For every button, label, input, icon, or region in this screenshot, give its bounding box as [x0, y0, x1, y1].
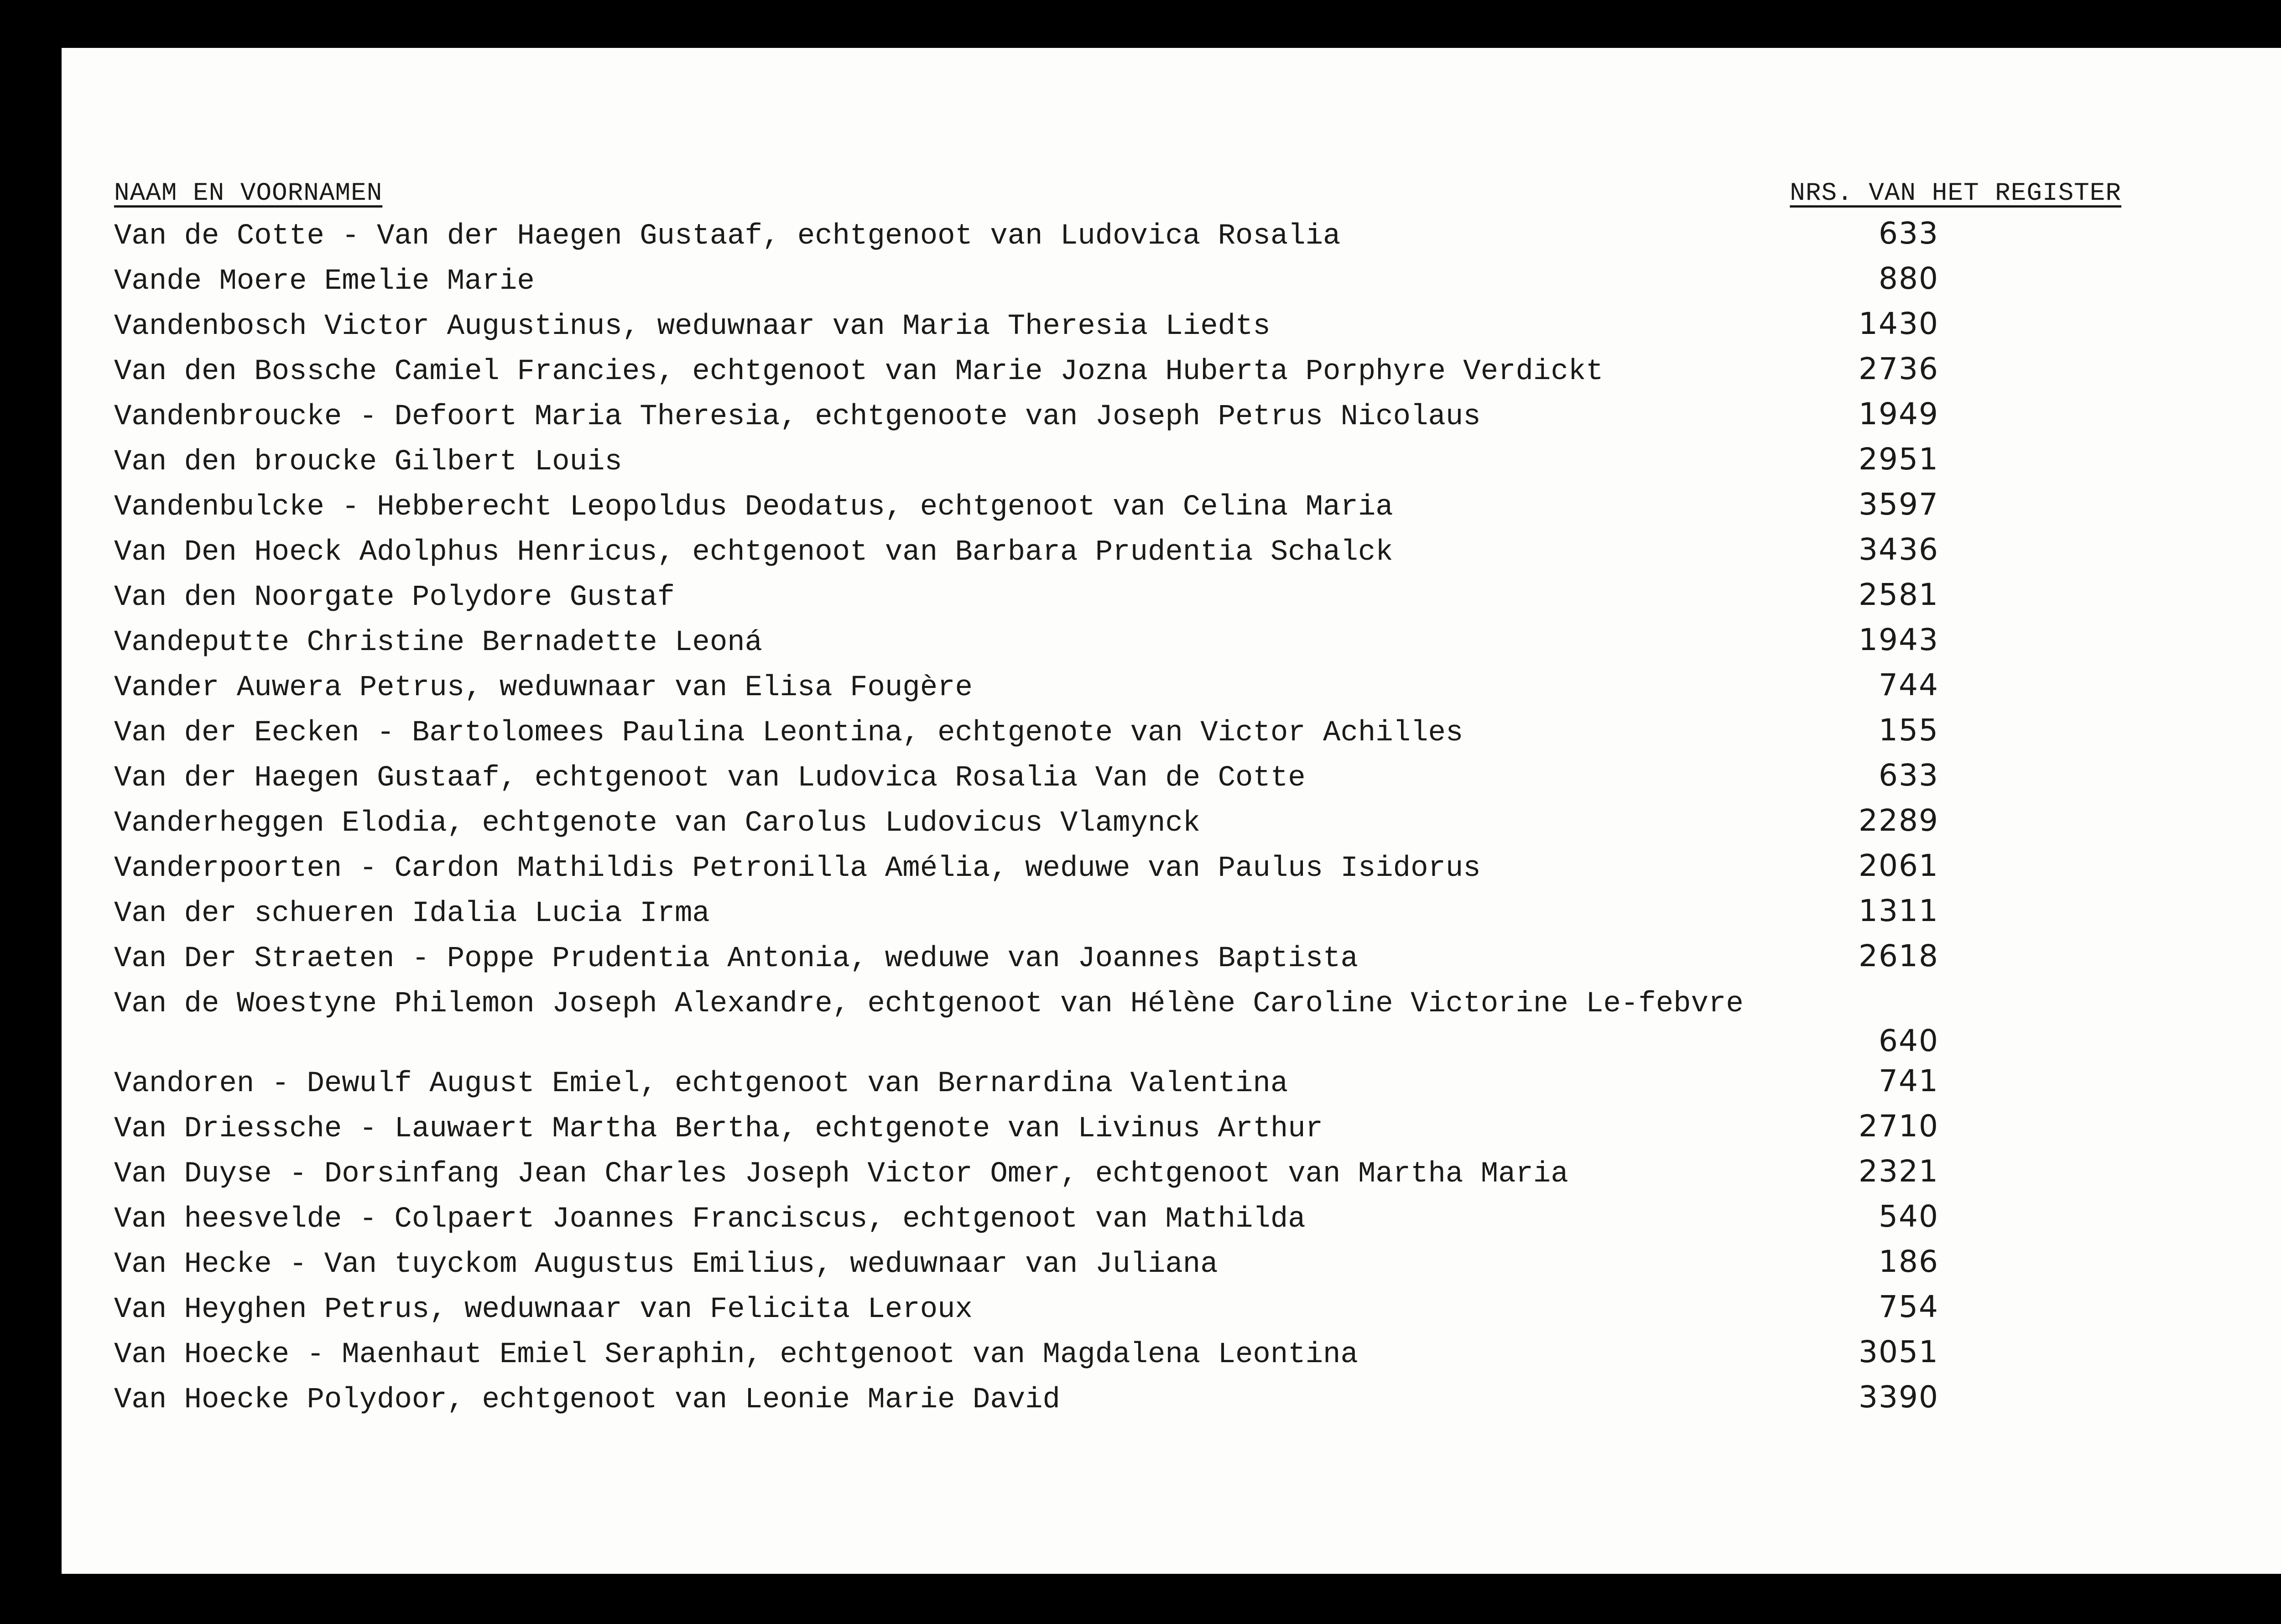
- list-item: [114, 1333, 2121, 1378]
- entry-name: Van der schueren Idalia Lucia Irma: [114, 897, 710, 930]
- list-item: [114, 711, 2121, 756]
- list-item: [114, 666, 2121, 711]
- entry-register-number: 2289: [1859, 803, 1939, 838]
- entry-name: Vandeputte Christine Bernadette Leoná: [114, 626, 763, 659]
- list-item: [114, 1152, 2121, 1197]
- entry-register-number: 2321: [1859, 1154, 1939, 1189]
- list-item: [114, 440, 2121, 485]
- entry-name: Vanderheggen Elodia, echtgenote van Carolus Ludovicus Vlamynck: [114, 807, 1201, 840]
- list-item: [114, 576, 2121, 621]
- entry-name: Vande Moere Emelie Marie: [114, 265, 535, 298]
- entry-name: Van Heyghen Petrus, weduwnaar van Felicita Leroux: [114, 1293, 973, 1326]
- entry-name: Van den Noorgate Polydore Gustaf: [114, 581, 675, 614]
- list-item: [114, 1288, 2121, 1333]
- entry-register-number: 3051: [1859, 1334, 1939, 1369]
- entry-register-number: 1949: [1859, 396, 1939, 432]
- list-item: [114, 395, 2121, 440]
- entry-register-number: 540: [1879, 1199, 1939, 1234]
- entry-register-number: 186: [1879, 1244, 1939, 1279]
- entry-name: Van den broucke Gilbert Louis: [114, 446, 622, 479]
- list-item: [114, 982, 2121, 1062]
- entry-register-number: 3597: [1859, 487, 1939, 522]
- list-item: [114, 937, 2121, 982]
- entry-name: Van Duyse - Dorsinfang Jean Charles Joseph Victor Omer, echtgenoot van Martha Maria: [114, 1158, 1568, 1191]
- entry-name: Van der Eecken - Bartolomees Paulina Leontina, echtgenote van Victor Achilles: [114, 717, 1463, 750]
- entry-register-number: 744: [1879, 667, 1939, 703]
- column-header-register-number: NRS. VAN HET REGISTER: [1790, 178, 2121, 208]
- entry-register-number: 3436: [1859, 532, 1939, 567]
- list-item: [114, 1062, 2121, 1107]
- list-item: [114, 531, 2121, 576]
- list-item: [114, 485, 2121, 531]
- list-item: [114, 1107, 2121, 1152]
- list-item: [114, 847, 2121, 892]
- list-item: [114, 621, 2121, 666]
- entry-name: Vanderpoorten - Cardon Mathildis Petronilla Amélia, weduwe van Paulus Isidorus: [114, 852, 1481, 885]
- list-item: [114, 260, 2121, 305]
- list-item: [114, 305, 2121, 350]
- entry-name: Van de Cotte - Van der Haegen Gustaaf, echtgenoot van Ludovica Rosalia: [114, 220, 1341, 253]
- entry-register-number: 2951: [1859, 442, 1939, 477]
- entry-name: Van heesvelde - Colpaert Joannes Franciscus, echtgenoot van Mathilda: [114, 1203, 1306, 1236]
- list-item: [114, 1378, 2121, 1423]
- entry-name: Van Hoecke - Maenhaut Emiel Seraphin, echtgenoot van Magdalena Leontina: [114, 1338, 1358, 1371]
- entry-register-number: 640: [1879, 1023, 1939, 1058]
- entry-register-number: 2736: [1859, 351, 1939, 386]
- entry-name: Vandoren - Dewulf August Emiel, echtgenoot van Bernardina Valentina: [114, 1067, 1288, 1100]
- entry-name: Van Den Hoeck Adolphus Henricus, echtgenoot van Barbara Prudentia Schalck: [114, 536, 1393, 569]
- list-item: [114, 350, 2121, 395]
- entry-register-number: 155: [1879, 713, 1939, 748]
- entry-name: Vandenbosch Victor Augustinus, weduwnaar van Maria Theresia Liedts: [114, 310, 1271, 343]
- entry-register-number: 741: [1879, 1063, 1939, 1098]
- entry-register-number: 633: [1879, 216, 1939, 251]
- entry-register-number: 2581: [1859, 577, 1939, 612]
- entry-register-number: 880: [1879, 261, 1939, 296]
- entry-name: Van de Woestyne Philemon Joseph Alexandre, echtgenoot van Hélène Caroline Victorine Le-febvre: [114, 988, 1744, 1020]
- entry-register-number: 754: [1879, 1289, 1939, 1324]
- entry-register-number: 2061: [1859, 848, 1939, 883]
- entry-name: Van Der Straeten - Poppe Prudentia Antonia, weduwe van Joannes Baptista: [114, 942, 1358, 975]
- entries-list: [114, 214, 2121, 1423]
- entry-register-number: 3390: [1859, 1379, 1939, 1415]
- entry-name: Van Hecke - Van tuyckom Augustus Emilius, weduwnaar van Juliana: [114, 1248, 1218, 1281]
- entry-name: Vander Auwera Petrus, weduwnaar van Elisa Fougère: [114, 671, 973, 704]
- entry-name: Van den Bossche Camiel Francies, echtgenoot van Marie Jozna Huberta Porphyre Verdickt: [114, 355, 1604, 388]
- entry-name: Van der Haegen Gustaaf, echtgenoot van Ludovica Rosalia Van de Cotte: [114, 762, 1306, 795]
- list-item: [114, 1243, 2121, 1288]
- entry-register-number: 1311: [1859, 893, 1939, 928]
- entry-name: Van Driessche - Lauwaert Martha Bertha, echtgenote van Livinus Arthur: [114, 1113, 1323, 1145]
- entry-register-number: 633: [1879, 758, 1939, 793]
- table-header: [114, 177, 2121, 209]
- list-item: [114, 214, 2121, 260]
- entry-name: Vandenbulcke - Hebberecht Leopoldus Deodatus, echtgenoot van Celina Maria: [114, 491, 1393, 524]
- entry-register-number: 1430: [1859, 306, 1939, 341]
- entry-name: Vandenbroucke - Defoort Maria Theresia, echtgenoote van Joseph Petrus Nicolaus: [114, 401, 1481, 433]
- entry-name: Van Hoecke Polydoor, echtgenoot van Leonie Marie David: [114, 1384, 1060, 1416]
- list-item: [114, 1197, 2121, 1243]
- entry-register-number: 2710: [1859, 1109, 1939, 1144]
- list-item: [114, 802, 2121, 847]
- list-item: [114, 892, 2121, 937]
- entry-register-number: 2618: [1859, 938, 1939, 973]
- list-item: [114, 756, 2121, 802]
- column-header-name: NAAM EN VOORNAMEN: [114, 178, 383, 208]
- entry-register-number: 1943: [1859, 622, 1939, 657]
